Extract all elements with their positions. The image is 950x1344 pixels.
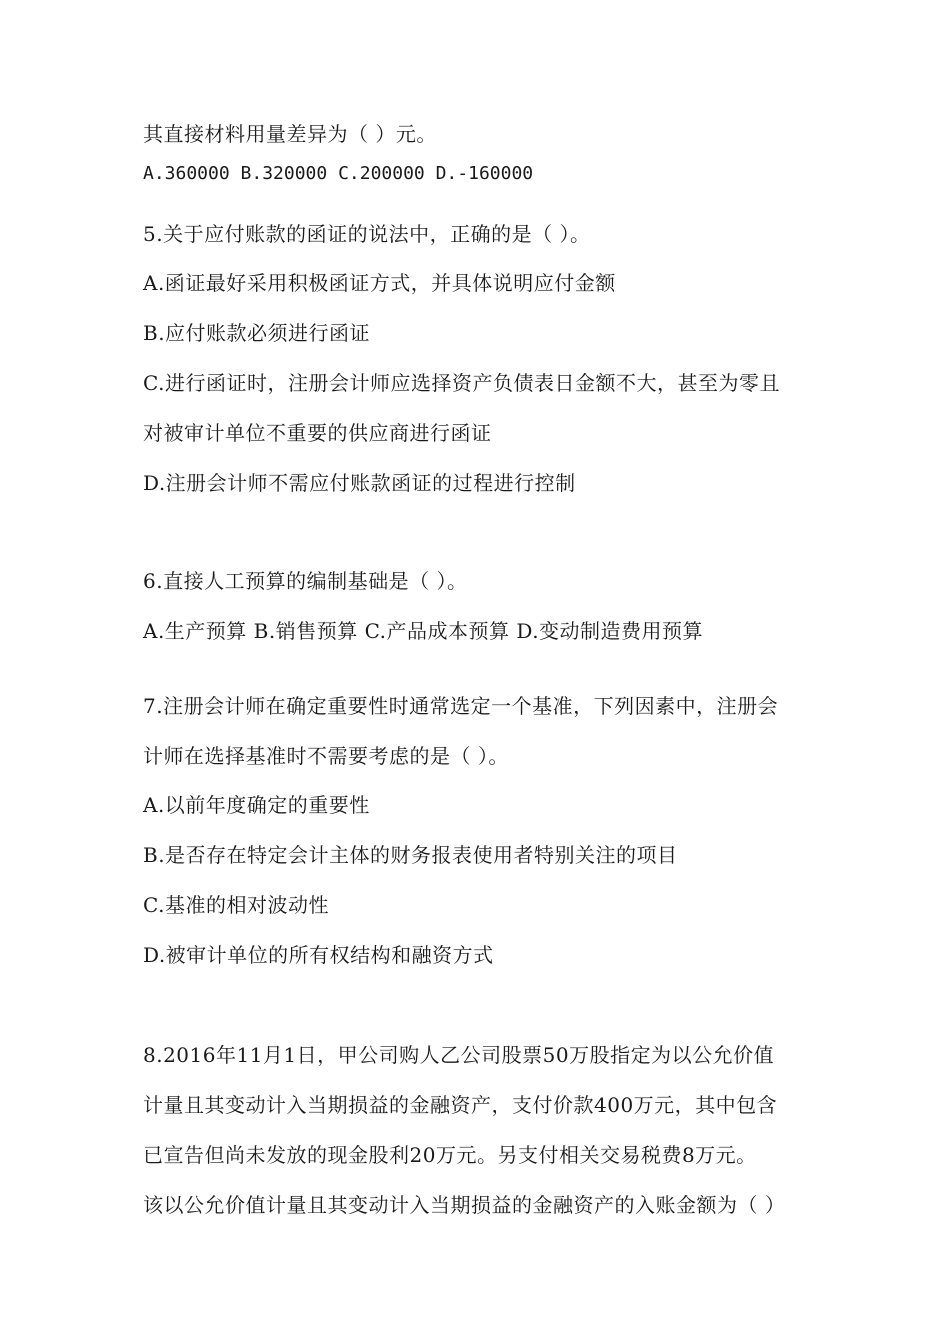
q5-option-b: B.应付账款必须进行函证	[143, 321, 371, 345]
q4-stem-tail: 其直接材料用量差异为（ ）元。	[143, 122, 437, 146]
q8-stem-line4: 该以公允价值计量且其变动计入当期损益的金融资产的入账金额为（ ）	[143, 1193, 786, 1217]
q5-option-a: A.函证最好采用积极函证方式，并具体说明应付金额	[143, 271, 616, 295]
q5-option-c-line1: C.进行函证时，注册会计师应选择资产负债表日金额不大，甚至为零且	[143, 371, 780, 395]
q7-stem-line1: 7.注册会计师在确定重要性时通常选定一个基准，下列因素中，注册会	[143, 694, 779, 718]
q8-stem-line1: 8.2016年11月1日，甲公司购人乙公司股票50万股指定为以公允价值	[143, 1043, 775, 1067]
q5-option-d: D.注册会计师不需应付账款函证的过程进行控制	[143, 471, 576, 495]
q7-option-a: A.以前年度确定的重要性	[143, 793, 370, 817]
q7-option-c: C.基准的相对波动性	[143, 893, 329, 917]
q7-option-b: B.是否存在特定会计主体的财务报表使用者特别关注的项目	[143, 843, 678, 867]
q8-stem-line3: 已宣告但尚未发放的现金股利20万元。另支付相关交易税费8万元。	[143, 1143, 757, 1167]
q7-option-d: D.被审计单位的所有权结构和融资方式	[143, 943, 494, 967]
q7-stem-line2: 计师在选择基准时不需要考虑的是（ ）。	[143, 744, 509, 768]
q6-options: A.生产预算 B.销售预算 C.产品成本预算 D.变动制造费用预算	[143, 619, 704, 643]
q4-options: A.360000 B.320000 C.200000 D.-160000	[143, 163, 534, 184]
q5-option-c-line2: 对被审计单位不重要的供应商进行函证	[143, 421, 492, 445]
q8-stem-line2: 计量且其变动计入当期损益的金融资产，支付价款400万元，其中包含	[143, 1093, 778, 1117]
q5-stem: 5.关于应付账款的函证的说法中，正确的是（ ）。	[143, 222, 591, 246]
q6-stem: 6.直接人工预算的编制基础是（ ）。	[143, 569, 468, 593]
